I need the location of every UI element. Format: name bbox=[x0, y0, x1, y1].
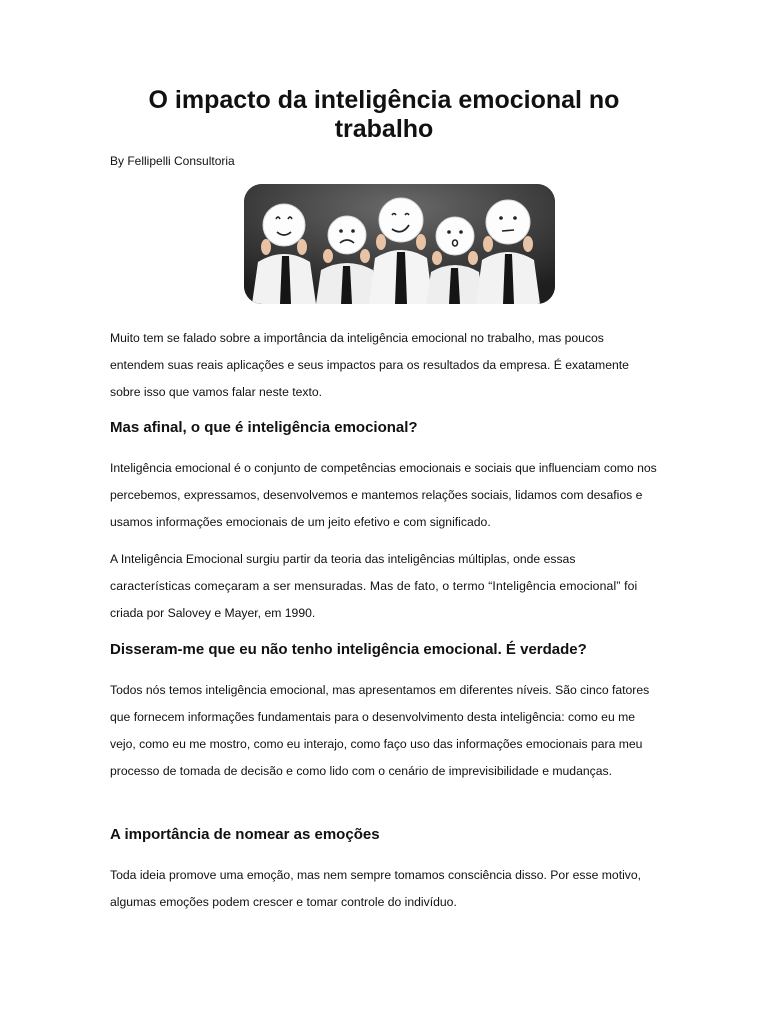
section-paragraph: criada por Salovey e Mayer, em 1990. bbox=[110, 606, 316, 620]
intro-paragraph: Muito tem se falado sobre a importância da inteligência emocional no trabalho, mas poucos entendem suas reais aplicações e seus impactos para os resultados da empresa. É exatamente sobre isso que vamos falar neste texto. bbox=[110, 331, 629, 399]
section-paragraph: características começaram a ser mensuradas. Mas de fato, o termo “Inteligência emocional” foi bbox=[110, 579, 638, 593]
emotion-faces-illustration bbox=[244, 184, 555, 304]
emotion-faces-photo bbox=[244, 184, 555, 304]
section-heading: Mas afinal, o que é inteligência emocional? bbox=[110, 419, 418, 436]
section-paragraph: A Inteligência Emocional surgiu partir da teoria das inteligências múltiplas, onde essas bbox=[110, 552, 576, 566]
section-heading: Disseram-me que eu não tenho inteligência emocional. É verdade? bbox=[110, 641, 587, 658]
section-heading: A importância de nomear as emoções bbox=[110, 826, 380, 843]
page-title: O impacto da inteligência emocional no trabalho bbox=[148, 86, 620, 143]
section-paragraph: Todos nós temos inteligência emocional, mas apresentamos em diferentes níveis. São cinco fatores que fornecem informações fundamentais para o desenvolvimento desta inteligência: como eu me vejo, como eu me mostro, como eu interajo, como faço uso das informações emocionais para meu processo de tomada de decisão e como lido com o cenário de imprevisibilidade e mudanças. bbox=[110, 683, 650, 778]
section-paragraph: Toda ideia promove uma emoção, mas nem sempre tomamos consciência disso. Por esse motivo, algumas emoções podem crescer e tomar controle do indivíduo. bbox=[110, 868, 642, 909]
section-paragraph: Inteligência emocional é o conjunto de competências emocionais e sociais que influenciam como nos percebemos, expressamos, desenvolvemos e mantemos relações sociais, lidamos com desafios e usamos informações emocionais de um jeito efetivo e com significado. bbox=[110, 461, 657, 529]
byline: By Fellipelli Consultoria bbox=[110, 154, 235, 168]
